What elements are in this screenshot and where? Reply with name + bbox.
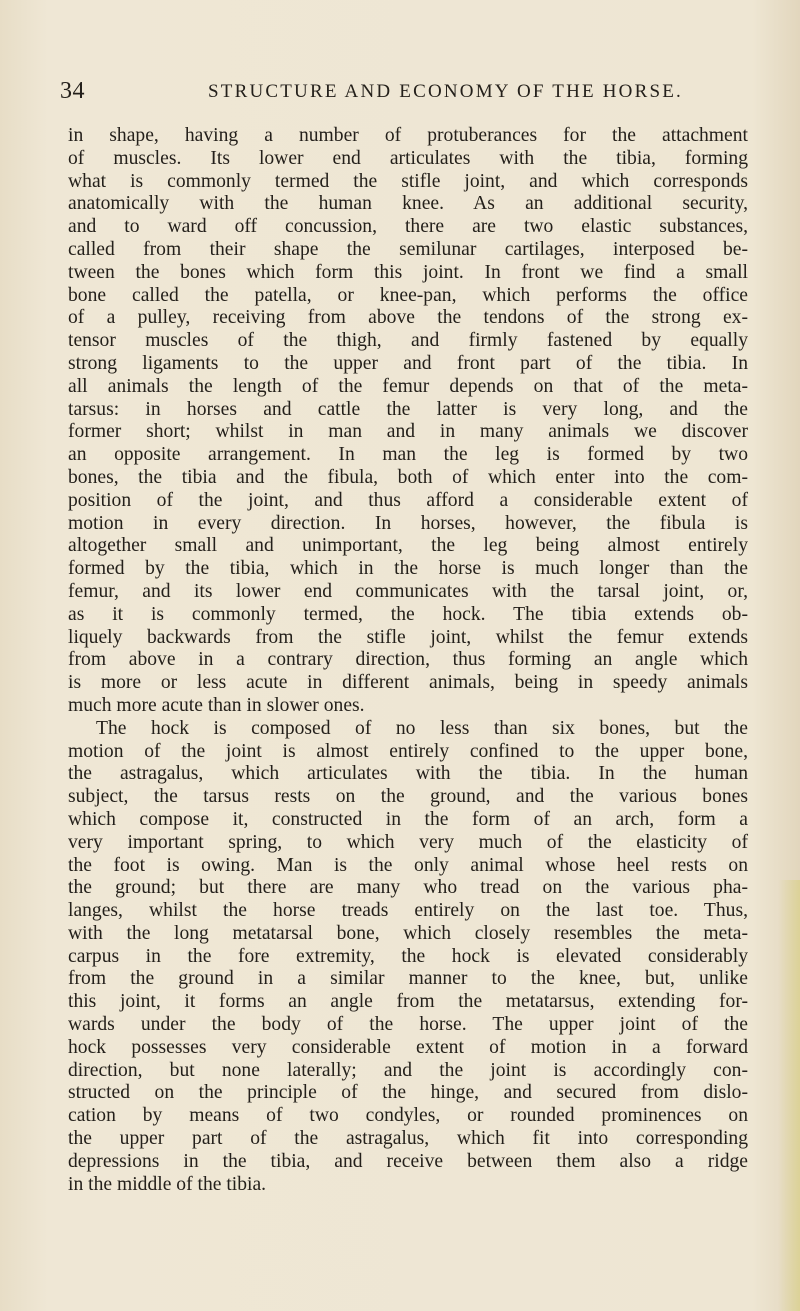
text-line: depressions in the tibia, and receive between them also a ridge (68, 1150, 748, 1172)
running-title: STRUCTURE AND ECONOMY OF THE HORSE. (208, 81, 683, 102)
text-line: motion in every direction. In horses, however, the fibula is (68, 512, 748, 534)
text-line: the ground; but there are many who tread on the various pha- (68, 877, 748, 899)
text-line: tensor muscles of the thigh, and firmly fastened by equally (68, 330, 748, 352)
text-line: langes, whilst the horse treads entirely on the last toe. Thus, (68, 900, 748, 922)
text-line: anatomically with the human knee. As an additional security, (68, 193, 748, 215)
text-line: formed by the tibia, which in the horse is much longer than the (68, 558, 748, 580)
text-line: strong ligaments to the upper and front part of the tibia. In (68, 352, 748, 374)
text-line: cation by means of two condyles, or rounded prominences on (68, 1105, 748, 1127)
body-text (68, 125, 748, 1196)
text-line: in shape, having a number of protuberances for the attachment (68, 125, 748, 146)
text-line: much more acute than in slower ones. (68, 694, 365, 716)
text-line: liquely backwards from the stifle joint, whilst the femur extends (68, 626, 748, 648)
text-line: of muscles. Its lower end articulates with the tibia, forming (68, 147, 748, 169)
text-line: motion of the joint is almost entirely confined to the upper bone, (68, 740, 748, 762)
text-line: from the ground in a similar manner to the knee, but, unlike (68, 968, 748, 990)
text-line: bone called the patella, or knee-pan, which performs the office (68, 284, 748, 306)
text-line: an opposite arrangement. In man the leg is formed by two (68, 444, 748, 466)
text-line: this joint, it forms an angle from the metatarsus, extending for- (68, 991, 748, 1013)
text-line: carpus in the fore extremity, the hock is elevated considerably (68, 945, 748, 967)
text-line: tween the bones which form this joint. In front we find a small (68, 261, 748, 283)
page-edge-stain (778, 880, 800, 1311)
text-line: in the middle of the tibia. (68, 1173, 267, 1195)
text-line: The hock is composed of no less than six bones, but the (96, 717, 748, 739)
text-line: the upper part of the astragalus, which fit into corresponding (68, 1128, 748, 1150)
text-line: the foot is owing. Man is the only animal whose heel rests on (68, 854, 748, 876)
text-line: wards under the body of the horse. The upper joint of the (68, 1014, 748, 1036)
text-line: very important spring, to which very much of the elasticity of (68, 831, 748, 853)
text-line: hock possesses very considerable extent of motion in a forward (68, 1036, 748, 1058)
text-line: structed on the principle of the hinge, and secured from dislo- (68, 1082, 748, 1104)
text-line: subject, the tarsus rests on the ground, and the various bones (68, 786, 748, 808)
page-number: 34 (60, 78, 85, 104)
text-line: and to ward off concussion, there are two elastic substances, (68, 216, 748, 238)
text-line: the astragalus, which articulates with the tibia. In the human (68, 763, 748, 785)
text-line: tarsus: in horses and cattle the latter is very long, and the (68, 398, 748, 420)
text-line: former short; whilst in man and in many animals we discover (68, 421, 748, 443)
text-line: called from their shape the semilunar cartilages, interposed be- (68, 238, 748, 260)
text-line: all animals the length of the femur depends on that of the meta- (68, 375, 748, 397)
running-head (60, 78, 740, 106)
text-line: from above in a contrary direction, thus forming an angle which (68, 649, 748, 671)
text-line: direction, but none laterally; and the joint is accordingly con- (68, 1059, 748, 1081)
text-line: which compose it, constructed in the form of an arch, form a (68, 808, 748, 830)
text-line: what is commonly termed the stifle joint, and which corresponds (68, 170, 748, 192)
text-line: as it is commonly termed, the hock. The tibia extends ob- (68, 603, 748, 625)
text-line: of a pulley, receiving from above the tendons of the strong ex- (68, 307, 748, 329)
text-line: altogether small and unimportant, the leg being almost entirely (68, 535, 748, 557)
text-line: with the long metatarsal bone, which closely resembles the meta- (68, 922, 748, 944)
text-line: position of the joint, and thus afford a considerable extent of (68, 489, 748, 511)
text-line: bones, the tibia and the fibula, both of which enter into the com- (68, 466, 748, 488)
text-line: femur, and its lower end communicates with the tarsal joint, or, (68, 580, 748, 602)
text-line: is more or less acute in different animals, being in speedy animals (68, 672, 748, 694)
